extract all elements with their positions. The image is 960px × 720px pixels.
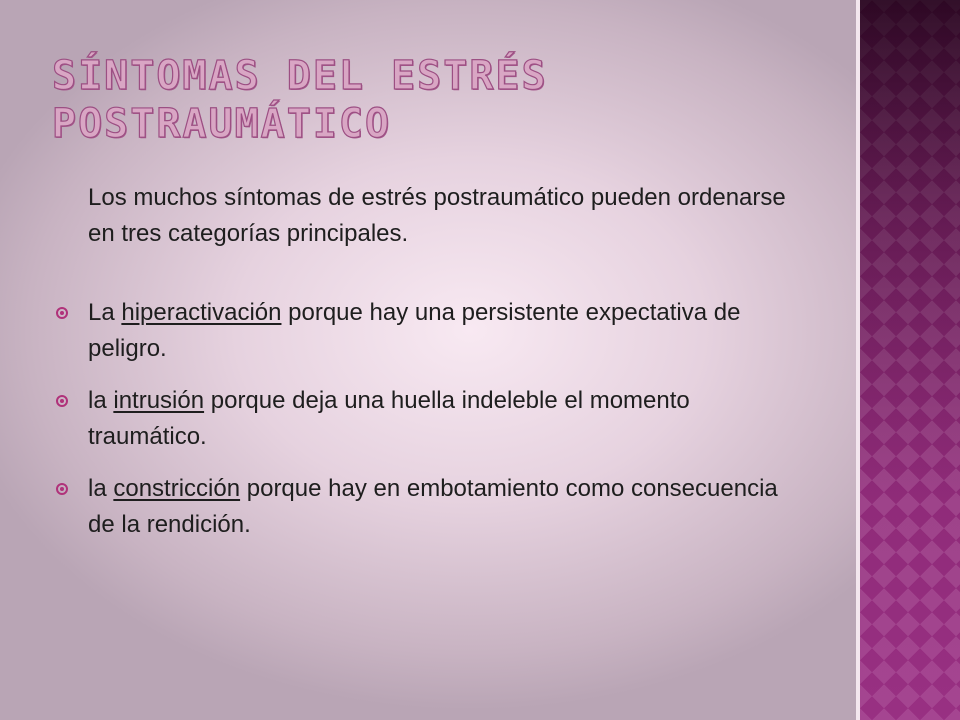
target-bullet-icon	[56, 307, 68, 319]
list-item	[56, 471, 786, 543]
list-item	[56, 295, 786, 367]
bullet-list	[56, 295, 786, 543]
bullet-lead: la	[88, 475, 114, 502]
slide-content	[56, 180, 786, 559]
list-item	[56, 383, 786, 455]
decorative-sidebar	[860, 0, 960, 720]
slide-title: SÍNTOMAS DEL ESTRÉS POSTRAUMÁTICO	[52, 53, 548, 147]
bullet-text: porque hay una persistente expectativa de peligro.	[88, 299, 741, 362]
intro-paragraph: Los muchos síntomas de estrés postraumático pueden ordenarse en tres categorías principales.	[88, 184, 786, 247]
bullet-lead: La	[88, 299, 122, 326]
key-term: hiperactivación	[121, 299, 282, 326]
target-bullet-icon	[56, 483, 68, 495]
bullet-lead: la	[88, 387, 114, 414]
key-term: intrusión	[113, 387, 205, 414]
bullet-text: porque deja una huella indeleble el momento traumático.	[88, 387, 690, 450]
bullet-text: porque hay en embotamiento como consecuencia de la rendición.	[88, 475, 778, 538]
target-bullet-icon	[56, 395, 68, 407]
key-term: constricción	[113, 475, 241, 502]
